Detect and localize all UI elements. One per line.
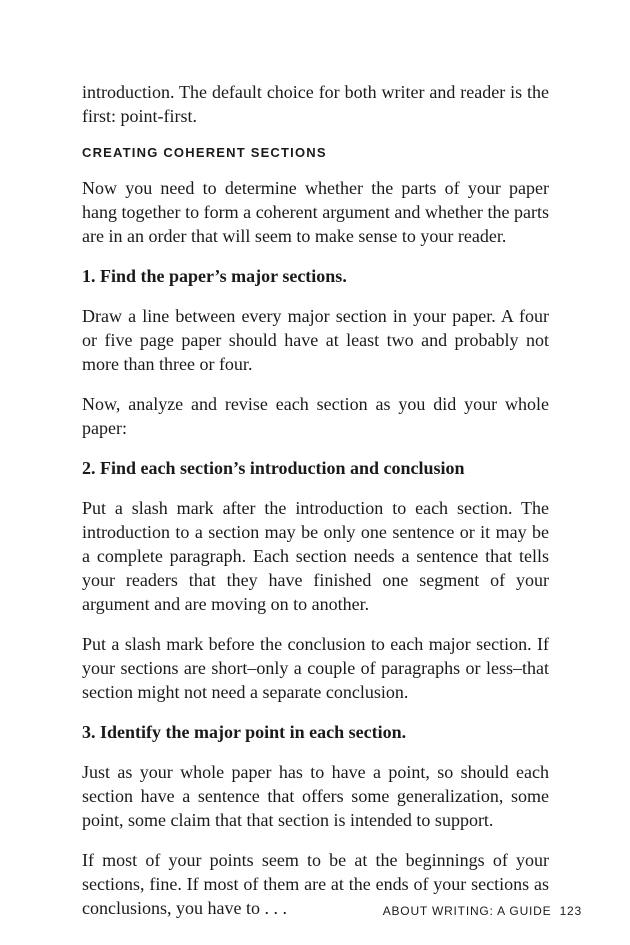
step-2-heading: 2. Find each section’s introduction and conclusion bbox=[82, 458, 465, 478]
step-3-heading: 3. Identify the major point in each section. bbox=[82, 722, 407, 742]
step-1-heading: 1. Find the paper’s major sections. bbox=[82, 266, 347, 286]
paragraph-intro-continuation: introduction. The default choice for both writer and reader is the first: point-first. bbox=[82, 82, 549, 126]
paragraph-slash-intro: Put a slash mark after the introduction to each section. The introduction to a section may be only one sentence or it may be a complete paragraph. Each section needs a sentence that tells your readers that they have finished one segment of your argument and are moving on to another. bbox=[82, 498, 549, 614]
paragraph-draw-line: Draw a line between every major section in your paper. A four or five page paper should have at least two and probably not more than three or four. bbox=[82, 306, 549, 374]
page-body bbox=[82, 80, 549, 936]
paragraph-determine: Now you need to determine whether the parts of your paper hang together to form a coherent argument and whether the parts are in an order that will seem to make sense to your reader. bbox=[82, 178, 549, 246]
running-footer bbox=[383, 904, 582, 918]
section-heading: CREATING COHERENT SECTIONS bbox=[82, 145, 327, 160]
paragraph-slash-conclusion: Put a slash mark before the conclusion to each major section. If your sections are short–only a couple of paragraphs or less–that section might not need a separate conclusion. bbox=[82, 634, 549, 702]
paragraph-analyze: Now, analyze and revise each section as you did your whole paper: bbox=[82, 394, 549, 438]
paragraph-whole-paper: Just as your whole paper has to have a point, so should each section have a sentence that offers some generalization, some point, some claim that that section is intended to support. bbox=[82, 762, 549, 830]
footer-book-title: ABOUT WRITING: A GUIDE bbox=[382, 904, 552, 918]
paragraph-most-points: If most of your points seem to be at the beginnings of your sections, fine. If most of them are at the ends of your sections as conclusions, you have to . . . bbox=[82, 850, 549, 918]
footer-page-number: 123 bbox=[559, 904, 582, 918]
